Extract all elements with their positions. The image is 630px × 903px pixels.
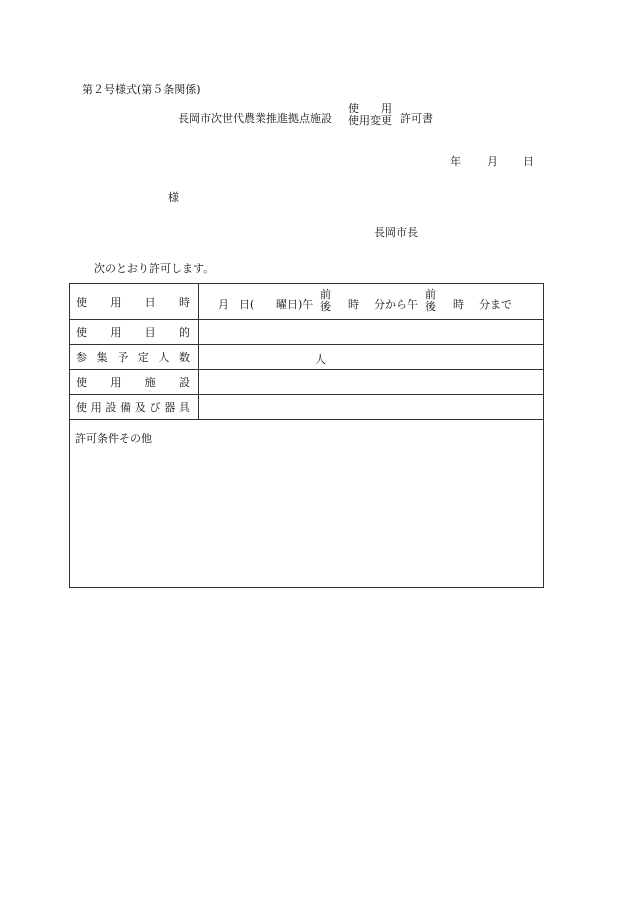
value-datetime[interactable] xyxy=(199,284,544,320)
label-char: 及 xyxy=(134,401,146,414)
intro-text: 次のとおり許可します。 xyxy=(94,262,215,275)
table-row-attendees xyxy=(70,345,544,370)
dt-from: 分から午 xyxy=(374,298,418,311)
dt-pm2: 後 xyxy=(425,300,436,313)
label-char: 定 xyxy=(137,351,149,364)
label-char: 人 xyxy=(158,351,170,364)
value-facility[interactable] xyxy=(199,370,544,395)
dt-pm: 後 xyxy=(320,300,331,313)
label-purpose xyxy=(70,320,199,345)
table-row-purpose xyxy=(70,320,544,345)
table-row-conditions xyxy=(70,420,544,588)
label-char: 日 xyxy=(144,295,156,309)
title-suffix: 許可書 xyxy=(400,112,433,125)
addressee-suffix: 様 xyxy=(168,191,179,204)
table-row-facility xyxy=(70,370,544,395)
dt-hour2: 時 xyxy=(453,298,464,311)
label-char: 設 xyxy=(178,376,190,389)
dt-month: 月 xyxy=(218,298,229,311)
label-char: 器 xyxy=(164,401,176,414)
value-purpose[interactable] xyxy=(199,320,544,345)
dt-hour: 時 xyxy=(348,298,359,311)
dt-ampm2-stack xyxy=(425,289,436,313)
dt-am: 前 xyxy=(320,288,331,301)
label-char: 用 xyxy=(90,401,102,414)
label-char: 数 xyxy=(178,351,190,364)
label-char: 用 xyxy=(110,326,122,339)
label-char: 具 xyxy=(178,401,190,414)
label-char: 集 xyxy=(96,351,108,364)
value-attendees[interactable] xyxy=(199,345,544,370)
value-equipment[interactable] xyxy=(199,395,544,420)
label-char: 予 xyxy=(117,351,129,364)
conditions-label: 許可条件その他 xyxy=(75,432,152,445)
date-year: 年 xyxy=(450,155,461,168)
label-char: 的 xyxy=(178,326,190,339)
label-datetime xyxy=(70,284,199,320)
label-char: 用 xyxy=(110,295,122,309)
title-main: 長岡市次世代農業推進拠点施設 xyxy=(178,112,332,125)
label-char: び xyxy=(149,401,161,414)
conditions-cell[interactable] xyxy=(70,420,544,588)
title-option-stack xyxy=(348,103,392,127)
label-equipment xyxy=(70,395,199,420)
dt-am2: 前 xyxy=(425,288,436,301)
title-option-bottom: 使用変更 xyxy=(348,114,392,127)
label-char: 参 xyxy=(76,351,87,364)
label-char: 設 xyxy=(105,401,117,414)
label-char: 目 xyxy=(144,326,156,339)
date-day: 日 xyxy=(523,155,534,168)
dt-ampm-stack xyxy=(320,289,331,313)
dt-day: 日( xyxy=(239,298,255,311)
people-unit: 人 xyxy=(315,353,326,366)
permit-table xyxy=(69,283,544,588)
label-char: 備 xyxy=(120,401,132,414)
label-char: 時 xyxy=(178,295,190,309)
label-char: 使 xyxy=(76,295,87,309)
issuer: 長岡市長 xyxy=(374,226,418,239)
table-row-datetime xyxy=(70,284,544,320)
label-facility xyxy=(70,370,199,395)
label-char: 使 xyxy=(76,376,87,389)
label-char: 使 xyxy=(76,326,87,339)
dt-until: 分まで xyxy=(479,298,512,311)
form-number: 第２号様式(第５条関係) xyxy=(82,83,201,96)
label-char: 使 xyxy=(76,401,87,414)
dt-weekday: 曜日)午 xyxy=(276,298,314,311)
table-row-equipment xyxy=(70,395,544,420)
label-char: 施 xyxy=(144,376,156,389)
label-attendees xyxy=(70,345,199,370)
title-option-top: 使 用 xyxy=(348,102,392,115)
label-char: 用 xyxy=(110,376,122,389)
date-month: 月 xyxy=(487,155,498,168)
